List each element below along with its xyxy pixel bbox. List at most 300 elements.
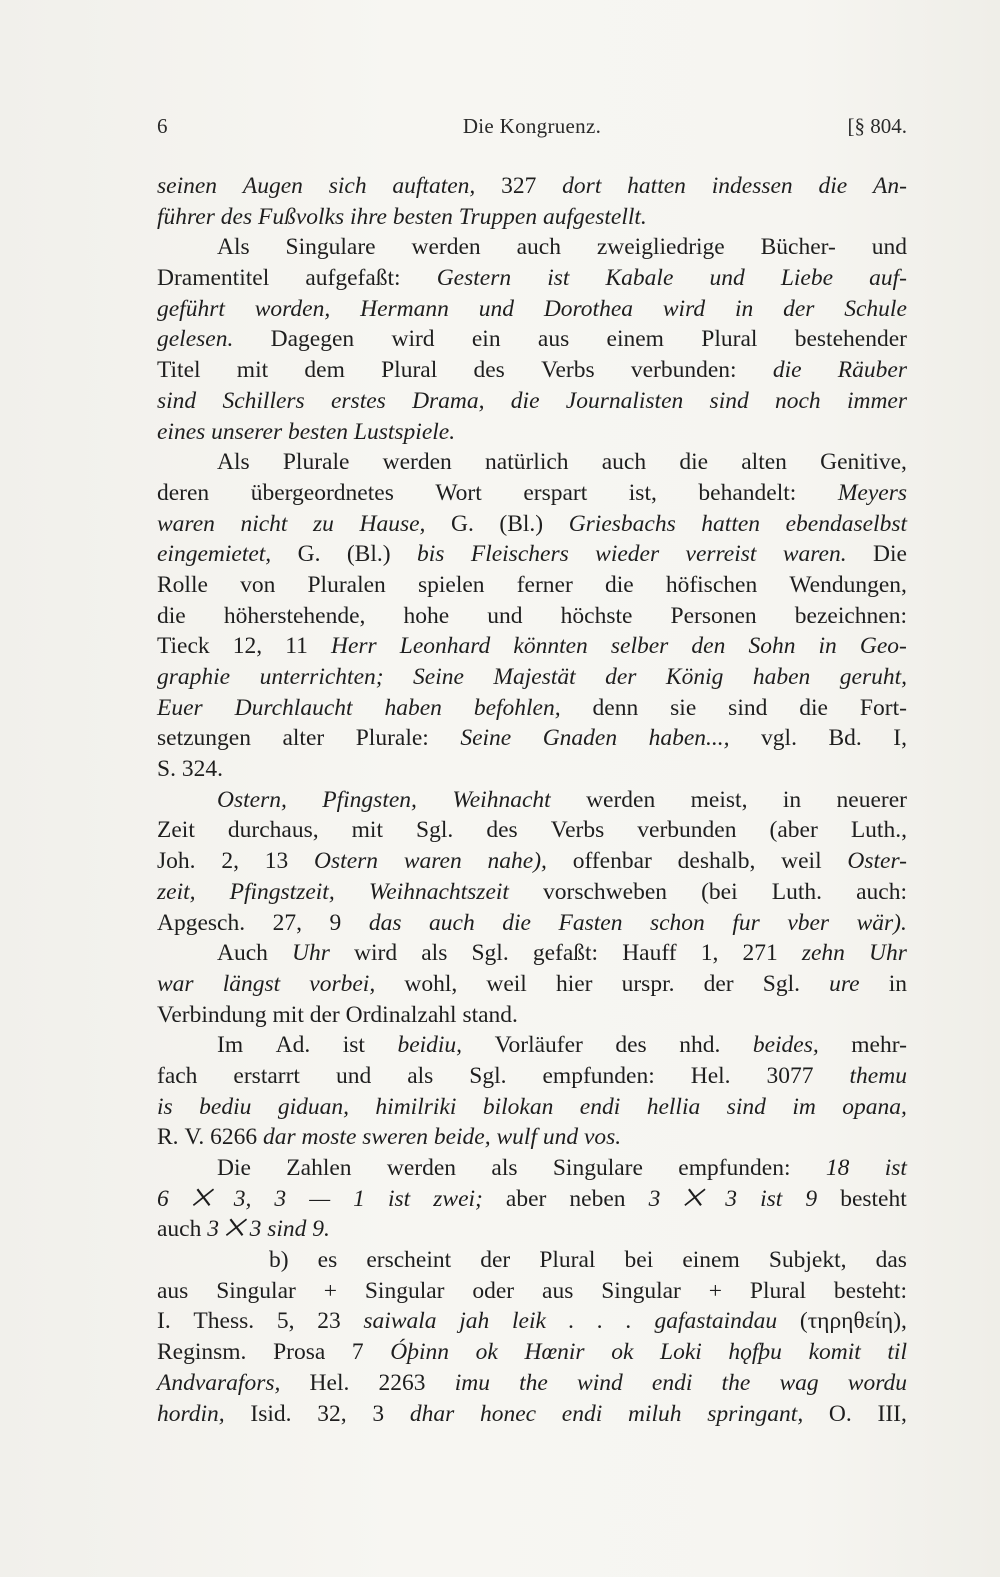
- word: und: [709, 265, 745, 292]
- word: indessen: [711, 173, 793, 199]
- text-line: [157, 1000, 907, 1031]
- word: worden,: [254, 295, 331, 322]
- text-line: [157, 1184, 907, 1215]
- word: denn: [592, 694, 639, 721]
- word: die: [157, 602, 186, 629]
- word: 27,: [272, 909, 303, 936]
- text-line: [157, 754, 907, 785]
- word: Gestern: [436, 265, 512, 292]
- word: haben: [752, 664, 811, 690]
- word: Plural: [701, 326, 758, 353]
- word: besten: [392, 203, 459, 230]
- word: König: [665, 664, 724, 690]
- word: ⨉: [191, 1185, 211, 1212]
- word: auch: [516, 234, 561, 261]
- text-line: [157, 1153, 907, 1184]
- word: und: [487, 602, 523, 629]
- word: schon: [649, 909, 705, 936]
- word: 18: [825, 1155, 850, 1181]
- word: deren: [157, 479, 210, 506]
- text-line: [157, 263, 907, 294]
- word: noch: [775, 387, 821, 414]
- word: +: [708, 1277, 722, 1304]
- word: Im: [217, 1032, 244, 1059]
- word: 32,: [317, 1400, 347, 1427]
- text-line: [157, 1399, 907, 1430]
- word: opana,: [842, 1093, 907, 1120]
- word: Die: [217, 1155, 251, 1181]
- word: springant,: [707, 1400, 804, 1427]
- word: die: [604, 571, 634, 598]
- word: Tieck: [157, 633, 210, 660]
- word: zu: [313, 510, 334, 537]
- word: .: [597, 1308, 604, 1335]
- word: til: [887, 1339, 907, 1366]
- word: 324.: [181, 756, 223, 783]
- word: die: [772, 357, 802, 384]
- word: Titel: [157, 357, 201, 384]
- word: spielen: [417, 571, 485, 598]
- word: wieder: [595, 541, 660, 568]
- word: Andvarafors,: [157, 1369, 281, 1396]
- word: gelesen.: [157, 326, 234, 353]
- word: die: [799, 694, 828, 721]
- word: ebendaselbst: [785, 510, 907, 537]
- word: besten: [287, 418, 354, 445]
- word: ⨉: [224, 1216, 250, 1243]
- word: 1,: [700, 940, 719, 967]
- word: Personen: [670, 602, 757, 629]
- word: gefaßt:: [532, 940, 599, 967]
- word: Sgl.: [762, 970, 800, 997]
- word: bilokan: [482, 1093, 554, 1120]
- word: vgl.: [761, 725, 797, 752]
- word: 2263: [378, 1369, 426, 1396]
- word: deshalb,: [677, 848, 756, 875]
- word: Dramentitel: [157, 265, 270, 292]
- word: I,: [893, 725, 907, 752]
- word: setzungen: [157, 725, 251, 752]
- text-line: [157, 324, 907, 355]
- word: sind: [267, 1216, 313, 1243]
- word: Vorläufer: [494, 1032, 583, 1059]
- word: (aber: [769, 817, 818, 844]
- text-line: [157, 969, 907, 1000]
- text-line: [157, 202, 907, 233]
- word: neben: [569, 1185, 626, 1212]
- word: 3: [207, 1216, 225, 1243]
- word: Rolle: [157, 571, 208, 598]
- word: ist: [884, 1155, 907, 1181]
- word: sweren: [362, 1124, 434, 1151]
- word: honec: [479, 1400, 537, 1427]
- word: längst: [222, 970, 281, 997]
- word: auch: [429, 909, 475, 936]
- word: (Bl.): [499, 510, 544, 537]
- word: 9.: [312, 1216, 330, 1243]
- word: Journalisten: [565, 387, 684, 414]
- word: übergeordnetes: [250, 479, 394, 506]
- word: Ordinalzahl: [345, 1001, 463, 1028]
- word: behandelt:: [698, 479, 797, 506]
- word: zwei;: [433, 1185, 483, 1212]
- word: der: [783, 295, 815, 322]
- text-line: [157, 662, 907, 693]
- word: alten: [741, 449, 787, 476]
- word: dort: [562, 173, 602, 199]
- word: hellia: [646, 1093, 701, 1120]
- word: ist,: [628, 479, 657, 506]
- word: Seine: [413, 664, 464, 690]
- word: 9: [329, 909, 342, 936]
- word: aus: [542, 1277, 574, 1304]
- text-line: [157, 447, 907, 478]
- word: Hel.: [309, 1369, 350, 1396]
- word: einem: [682, 1247, 740, 1274]
- word: zehn: [801, 940, 845, 967]
- word: im: [792, 1093, 816, 1120]
- running-header: [157, 114, 907, 146]
- word: als: [407, 1062, 434, 1089]
- word: Wendungen,: [789, 571, 907, 598]
- word: sie: [670, 694, 697, 721]
- word: G.: [297, 541, 321, 568]
- word: ist: [547, 265, 570, 292]
- word: natürlich: [485, 449, 569, 476]
- word: 271: [742, 940, 778, 967]
- word: bei: [624, 1247, 654, 1274]
- text-line: [157, 478, 907, 509]
- word: erstes: [330, 387, 386, 414]
- word: An-: [873, 173, 907, 199]
- word: geführt: [157, 295, 225, 322]
- word: 3: [725, 1185, 738, 1212]
- word: Plural: [539, 1247, 596, 1274]
- word: als: [491, 1155, 518, 1181]
- word: wohl,: [404, 970, 458, 997]
- word: R.: [157, 1124, 185, 1151]
- word: durchaus,: [227, 817, 319, 844]
- text-line: [157, 1337, 907, 1368]
- word: neuerer: [836, 786, 907, 813]
- word: immer: [846, 387, 907, 414]
- word: und: [335, 1062, 372, 1089]
- word: dhar: [409, 1400, 455, 1427]
- word: Schule: [844, 295, 907, 322]
- word: ferner: [516, 571, 573, 598]
- text-line: [157, 601, 907, 632]
- word: offenbar: [572, 848, 652, 875]
- word: wird: [391, 326, 435, 353]
- word: den: [691, 633, 726, 660]
- word: vos.: [583, 1124, 622, 1151]
- word: aus: [157, 1277, 189, 1304]
- word: komit: [808, 1339, 861, 1366]
- word: besteht:: [833, 1277, 907, 1304]
- word: Fleischers: [470, 541, 569, 568]
- word: Lustspiele.: [353, 418, 456, 445]
- word: (τηρηθείη),: [799, 1308, 907, 1335]
- word: bezeichnen:: [794, 602, 907, 629]
- word: Bd.: [828, 725, 862, 752]
- word: Sgl.: [471, 940, 509, 967]
- word: Fort-: [859, 694, 907, 721]
- body-text: [157, 171, 907, 1429]
- text-line: [157, 539, 907, 570]
- word: Wort: [435, 479, 482, 506]
- word: des: [486, 817, 518, 844]
- word: Plural: [381, 357, 438, 384]
- word: es: [317, 1247, 338, 1274]
- word: werden: [382, 449, 452, 476]
- text-line: [157, 355, 907, 386]
- word: erstarrt: [233, 1062, 300, 1089]
- word: Euer: [157, 694, 203, 721]
- word: die: [679, 449, 709, 476]
- word: Hermann: [360, 295, 449, 322]
- word: 1: [353, 1185, 365, 1212]
- text-line: [157, 1245, 907, 1276]
- word: ist: [387, 1185, 411, 1212]
- word: hordin,: [157, 1400, 225, 1427]
- word: waren: [157, 510, 215, 537]
- text-line: [157, 1061, 907, 1092]
- word: das: [875, 1247, 907, 1274]
- word: werden: [411, 234, 481, 261]
- word: Zeit: [157, 817, 195, 844]
- word: vber: [787, 909, 830, 936]
- word: ok: [611, 1339, 634, 1366]
- word: 327: [501, 173, 537, 199]
- word: vorschweben: [543, 878, 668, 905]
- text-line: [157, 171, 907, 202]
- text-line: [157, 386, 907, 417]
- text-line: [157, 1092, 907, 1123]
- word: Ostern,: [217, 786, 287, 813]
- word: wordu: [847, 1369, 907, 1396]
- word: saiwala: [363, 1308, 437, 1335]
- word: (bei: [701, 878, 738, 905]
- text-line: [157, 815, 907, 846]
- word: ihre: [349, 203, 393, 230]
- word: zweigliedrige: [596, 234, 725, 261]
- text-line: [157, 417, 907, 448]
- word: 9: [805, 1185, 818, 1212]
- word: Joh.: [157, 848, 196, 875]
- word: fach: [157, 1062, 198, 1089]
- word: 12,: [232, 633, 263, 660]
- word: sind: [709, 387, 749, 414]
- word: Sohn: [748, 633, 796, 660]
- word: —: [309, 1185, 331, 1212]
- word: Majestät: [493, 664, 576, 690]
- word: Pfingstzeit,: [229, 878, 335, 905]
- word: verbunden: [637, 817, 737, 844]
- word: Sgl.: [469, 1062, 507, 1089]
- word: Loki: [660, 1339, 702, 1366]
- word: Hause,: [359, 510, 426, 537]
- word: aber: [505, 1185, 547, 1212]
- text-line: [157, 938, 907, 969]
- word: meist,: [690, 786, 748, 813]
- text-line: [157, 908, 907, 939]
- page-number: 6: [157, 114, 168, 138]
- word: Augen: [242, 173, 303, 199]
- word: Uhr: [869, 940, 907, 967]
- word: 5,: [276, 1308, 295, 1335]
- word: sich: [328, 173, 367, 199]
- word: Dagegen: [270, 326, 355, 353]
- word: Hel.: [690, 1062, 731, 1089]
- word: sind: [157, 387, 197, 414]
- word: Verbs: [541, 357, 595, 384]
- word: Fasten: [558, 909, 623, 936]
- word: wird: [662, 295, 706, 322]
- word: 11: [285, 633, 308, 660]
- word: Apgesch.: [157, 909, 246, 936]
- text-line: [157, 1214, 907, 1245]
- word: Leonhard: [399, 633, 491, 660]
- word: sind: [726, 1093, 766, 1120]
- word: ein: [471, 326, 501, 353]
- word: beide,: [433, 1124, 497, 1151]
- word: nicht: [240, 510, 288, 537]
- word: haben...,: [648, 725, 730, 752]
- word: Hauff: [622, 940, 677, 967]
- word: wag: [779, 1369, 819, 1396]
- word: haben: [384, 694, 442, 721]
- text-line: [157, 1368, 907, 1399]
- word: endi: [561, 1400, 603, 1427]
- word: S.: [157, 756, 182, 783]
- section-marker: [§ 804.: [847, 114, 907, 138]
- word: urspr.: [621, 970, 675, 997]
- word: giduan,: [277, 1093, 349, 1120]
- word: mehr-: [851, 1032, 907, 1059]
- word: miluh: [627, 1400, 682, 1427]
- word: beidiu,: [397, 1032, 463, 1059]
- word: Singulare: [285, 234, 376, 261]
- word: b): [269, 1247, 289, 1274]
- text-line: [157, 1030, 907, 1061]
- word: eingemietet,: [157, 541, 272, 568]
- word: Schillers: [222, 387, 305, 414]
- word: Plural: [749, 1277, 807, 1304]
- word: höherstehende,: [223, 602, 366, 629]
- word: höchste: [560, 602, 633, 629]
- word: fur: [732, 909, 760, 936]
- word: Luth.,: [850, 817, 907, 844]
- word: Dorothea: [543, 295, 634, 322]
- word: hatten: [627, 173, 686, 199]
- word: empfunden:: [542, 1062, 655, 1089]
- word: ist: [342, 1032, 365, 1059]
- word: in: [782, 786, 802, 813]
- word: 13: [264, 848, 289, 875]
- word: führer: [157, 203, 221, 230]
- text-line: [157, 1306, 907, 1337]
- word: hohe: [403, 602, 450, 629]
- text-line: [157, 570, 907, 601]
- word: themu: [849, 1062, 907, 1089]
- word: unserer: [211, 418, 288, 445]
- word: O.: [828, 1400, 852, 1427]
- word: Herr: [330, 633, 377, 660]
- word: Als: [217, 449, 250, 476]
- word: sind: [728, 694, 768, 721]
- word: mit: [351, 817, 383, 844]
- text-line: [157, 1122, 907, 1153]
- word: Ad.: [275, 1032, 311, 1059]
- word: auf-: [869, 265, 907, 292]
- word: geruht,: [839, 664, 907, 690]
- word: aus: [537, 326, 570, 353]
- text-line: [157, 723, 907, 754]
- word: 3: [372, 1400, 385, 1427]
- word: .: [625, 1308, 632, 1335]
- word: Räuber: [837, 357, 907, 384]
- word: Zahlen: [286, 1155, 352, 1181]
- word: leik: [512, 1308, 546, 1335]
- text-line: [157, 785, 907, 816]
- text-line: [157, 631, 907, 662]
- word: wird: [354, 940, 398, 967]
- text-line: [157, 846, 907, 877]
- word: auch: [157, 1216, 208, 1243]
- text-line: [157, 294, 907, 325]
- word: mit: [236, 357, 269, 384]
- word: Weihnachtszeit: [368, 878, 509, 905]
- word: mit: [272, 1001, 310, 1028]
- word: Als: [217, 234, 250, 261]
- word: III,: [877, 1400, 907, 1427]
- word: hǫfþu: [728, 1339, 782, 1366]
- word: oder: [472, 1277, 515, 1304]
- word: Sgl.: [416, 817, 454, 844]
- word: Fußvolks: [257, 203, 350, 230]
- text-line: [157, 232, 907, 263]
- word: aufgestellt.: [543, 203, 647, 230]
- word: werden: [586, 786, 656, 813]
- word: .: [568, 1308, 575, 1335]
- word: V.: [184, 1124, 211, 1151]
- word: stand.: [462, 1001, 518, 1028]
- word: Verbindung: [157, 1001, 273, 1028]
- word: in: [818, 633, 837, 660]
- word: könnten: [513, 633, 588, 660]
- word: auch:: [856, 878, 907, 905]
- word: Singular: [601, 1277, 681, 1304]
- word: Griesbachs: [568, 510, 676, 537]
- word: Verbs: [550, 817, 605, 844]
- word: Genitive,: [820, 449, 907, 476]
- word: I.: [157, 1308, 171, 1335]
- word: werden: [386, 1155, 457, 1181]
- word: und: [542, 1124, 584, 1151]
- word: 3: [274, 1185, 287, 1212]
- word: G.: [450, 510, 474, 537]
- word: imu: [454, 1369, 490, 1396]
- word: 6266: [210, 1124, 264, 1151]
- word: Plurale: [282, 449, 350, 476]
- word: 7: [351, 1339, 364, 1366]
- word: wulf: [496, 1124, 543, 1151]
- word: endi: [651, 1369, 693, 1396]
- word: Pluralen: [307, 571, 386, 598]
- word: aufgefaßt:: [305, 265, 401, 292]
- word: (Bl.): [346, 541, 391, 568]
- word: die: [502, 909, 531, 936]
